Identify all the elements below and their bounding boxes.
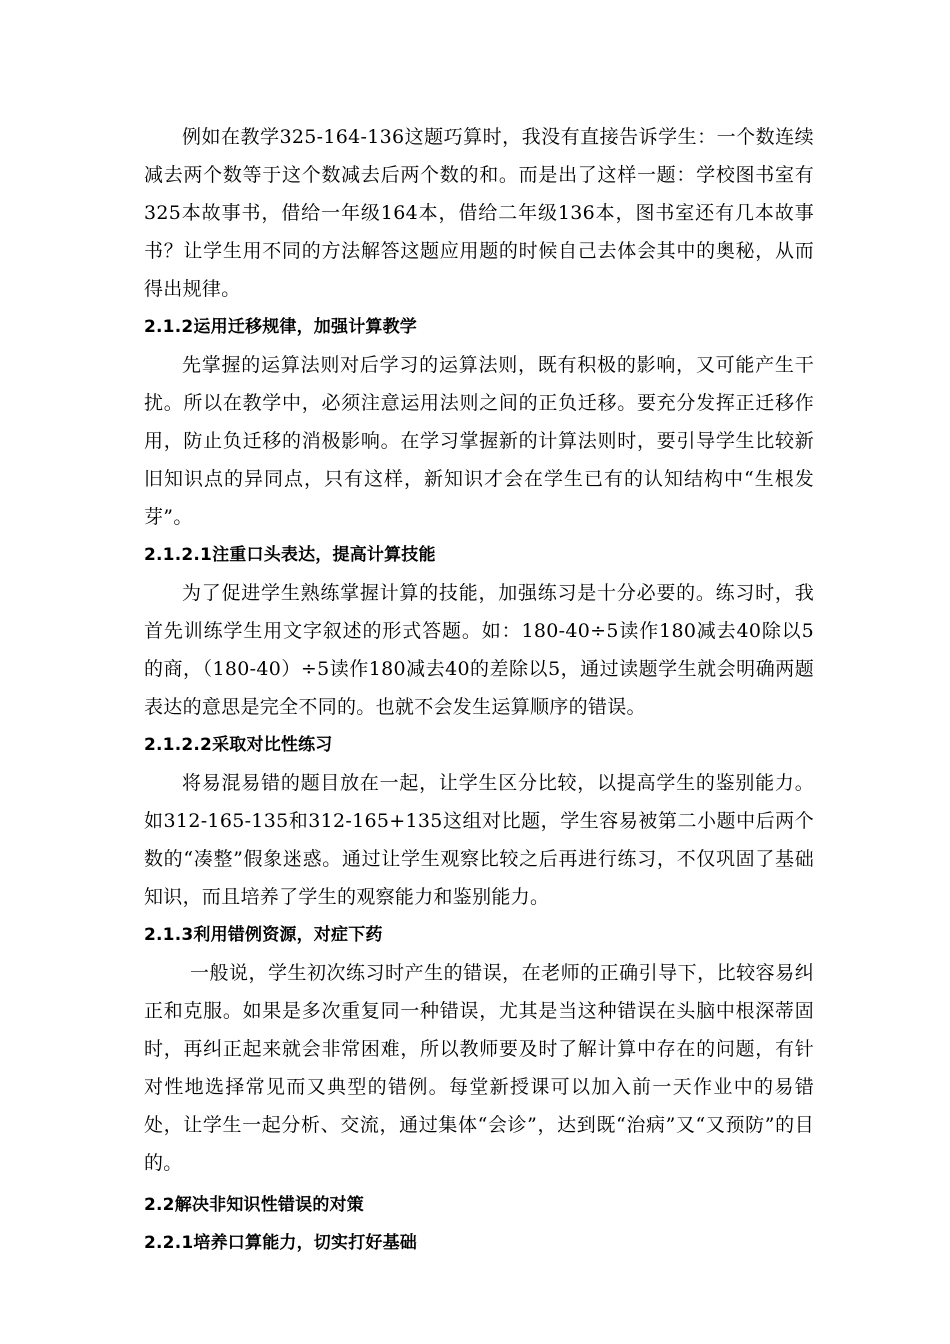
heading-2-2-1: 2.2.1培养口算能力，切实打好基础: [144, 1233, 418, 1253]
heading-2-1-2-2: 2.1.2.2采取对比性练习: [144, 735, 333, 755]
heading-2-1-2: 2.1.2运用迁移规律，加强计算教学: [144, 317, 418, 337]
paragraph-transfer-rules: 先掌握的运算法则对后学习的运算法则，既有积极的影响，又可能产生干扰。所以在教学中，必须注意运用法则之间的正负迁移。要充分发挥正迁移作用，防止负迁移的消极影响。在学习掌握新的计算法则时，要引导学生比较新旧知识点的异同点，只有这样，新知识才会在学生已有的认知结构中“生根发芽”。: [144, 354, 814, 528]
document-body: [144, 118, 814, 1262]
paragraph-oral-expression: 为了促进学生熟练掌握计算的技能，加强练习是十分必要的。练习时，我首先训练学生用文字叙述的形式答题。如：180-40÷5读作180减去40除以5的商，（180-40）÷5读作180减去40的差除以5，通过读题学生就会明确两题表达的意思是完全不同的。也就不会发生运算顺序的错误。: [144, 582, 814, 718]
paragraph-mental-math-example: 例如在教学325-164-136这题巧算时，我没有直接告诉学生：一个数连续减去两个数等于这个数减去后两个数的和。而是出了这样一题：学校图书室有325本故事书，借给一年级164本，借给二年级136本，图书室还有几本故事书？让学生用不同的方法解答这题应用题的时候自己去体会其中的奥秘，从而得出规律。: [144, 126, 814, 300]
heading-2-2: 2.2解决非知识性错误的对策: [144, 1195, 364, 1215]
heading-2-1-3: 2.1.3利用错例资源，对症下药: [144, 925, 383, 945]
paragraph-contrast-practice: 将易混易错的题目放在一起，让学生区分比较，以提高学生的鉴别能力。如312-165-135和312-165+135这组对比题，学生容易被第二小题中后两个数的“凑整”假象迷惑。通过让学生观察比较之后再进行练习，不仅巩固了基础知识，而且培养了学生的观察能力和鉴别能力。: [144, 772, 814, 908]
paragraph-error-examples: 一般说，学生初次练习时产生的错误，在老师的正确引导下，比较容易纠正和克服。如果是多次重复同一种错误，尤其是当这种错误在头脑中根深蒂固时，再纠正起来就会非常困难，所以教师要及时了解计算中存在的问题，有针对性地选择常见而又典型的错例。每堂新授课可以加入前一天作业中的易错处，让学生一起分析、交流，通过集体“会诊”，达到既“治病”又“又预防”的目的。: [144, 962, 814, 1174]
heading-2-1-2-1: 2.1.2.1注重口头表达，提高计算技能: [144, 545, 436, 565]
